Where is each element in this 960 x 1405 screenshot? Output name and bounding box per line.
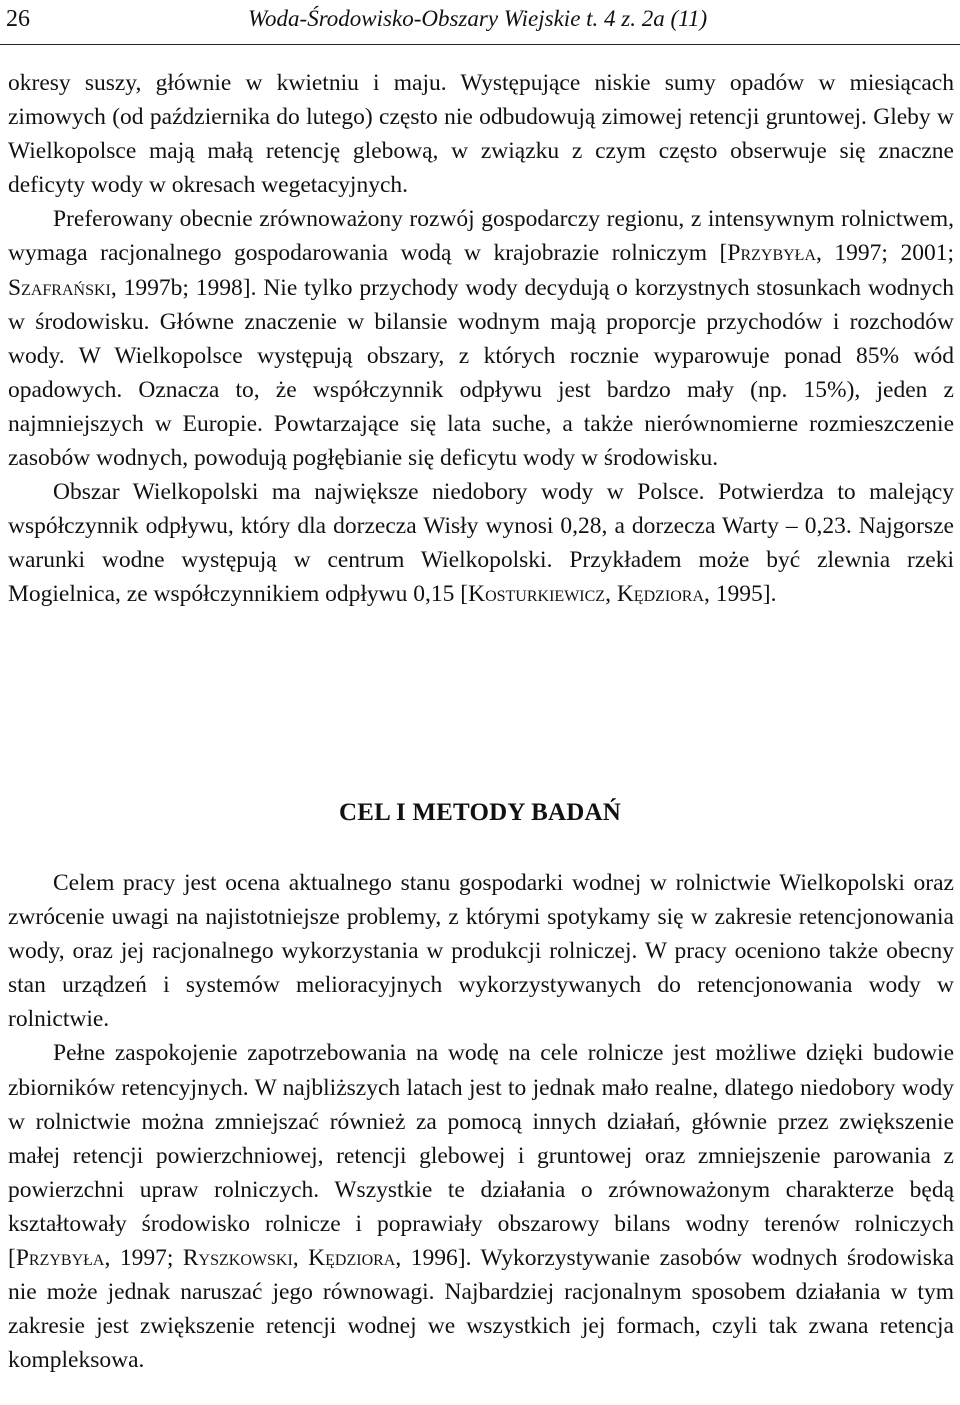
- citation-author: Ryszkowski: [182, 1245, 293, 1272]
- citation-author: Przybyła: [727, 240, 816, 267]
- paragraph-4: Celem pracy jest ocena aktualnego stanu gospodarki wodnej w rolnictwie Wielkopolski oraz zwrócenie uwagi na najistotniejsze problemy, z którymi spotykamy się w zakresie retencjonowania wody, oraz jej racjonalnego wykorzystania w produkcji rolniczej. W pracy oceniono także obecny stan urządzeń i systemów melioracyjnych wykorzystywanych do retencjonowania wody w rolnictwie.: [8, 870, 954, 1033]
- paragraph-3-text-a: Obszar Wielkopolski ma największe niedobory wody w Polsce. Potwierdza to malejący współczynnik odpływu, który dla dorzecza Wisły wynosi 0,28, a dorzecza Warty – 0,23. Najgorsze warunki wodne występują w centrum Wielkopolski. Przykładem może być zlewnia rzeki Mogielnica, ze współczynnikiem odpływu 0,15 [: [8, 479, 954, 608]
- citation-author: Kosturkiewicz: [468, 581, 606, 608]
- page-number: 26: [6, 6, 30, 32]
- citation-author: Szafrański: [8, 274, 111, 301]
- paragraph-5-text-c: ,: [292, 1245, 309, 1272]
- paragraph-3-text-c: , 1995].: [704, 581, 777, 608]
- running-title: Woda-Środowisko-Obszary Wiejskie t. 4 z. 2a (11): [248, 6, 708, 31]
- paragraph-5-text-a: Pełne zaspokojenie zapotrzebowania na wodę na cele rolnicze jest możliwe dzięki budowie zbiorników retencyjnych. W najbliższych latach jest to jednak mało realne, dlatego niedobory wody w rolnictwie można zmniejszać również za pomocą innych działań, głównie przez zwiększenie małej retencji powierzchniowej, retencji glebowej i gruntowej oraz zmniejszenie parowania z powierzchni upraw rolniczych. Wszystkie te działania o zrównoważonym charakterze będą kształtowały środowisko rolnicze i poprawiały obszarowy bilans wodny terenów rolniczych [: [8, 1040, 954, 1272]
- paragraph-2-text-c: , 1997b; 1998]. Nie tylko przychody wody decydują o korzystnych stosunkach wodnych w środowisku. Główne znaczenie w bilansie wodnym mają proporcje przychodów i rozchodów wody. W Wielkopolsce występują obszary, z których rocznie wyparowuje ponad 85% wód opadowych. Oznacza to, że współczynnik odpływu jest bardzo mały (np. 15%), jeden z najmniejszych w Europie. Powtarzające się lata suche, a także nierównomierne rozmieszczenie zasobów wodnych, powodują pogłębianie się deficytu wody w środowisku.: [8, 274, 954, 472]
- paragraph-1: okresy suszy, głównie w kwietniu i maju. Występujące niskie sumy opadów w miesiącach zimowych (od października do lutego) często nie odbudowują zimowej retencji gruntowej. Gleby w Wielkopolsce mają małą retencję glebową, w związku z czym często obserwuje się znaczne deficyty wody w okresach wegetacyjnych.: [8, 70, 954, 199]
- paragraph-5-text-d: , 1996]. Wykorzystywanie zasobów wodnych środowiska nie może jednak naruszać jego równowagi. Najbardziej racjonalnym sposobem działania w tym zakresie jest zwiększenie retencji wodnej we wszystkich jej formach, czyli tak zwana retencja kompleksowa.: [8, 1245, 955, 1374]
- header-divider: [0, 44, 960, 45]
- paragraph-5-text-b: , 1997;: [104, 1245, 183, 1272]
- paragraph-2-text-a: Preferowany obecnie zrównoważony rozwój gospodarczy regionu, z intensywnym rolnictwem, wymaga racjonalnego gospodarowania wodą w krajobrazie rolniczym [: [8, 206, 954, 267]
- page-header: [0, 0, 960, 46]
- section-heading: CEL I METODY BADAŃ: [338, 799, 622, 826]
- citation-author: Kędziora: [308, 1245, 396, 1272]
- paragraph-2-text-b: , 1997; 2001;: [816, 240, 954, 267]
- citation-author: Kędziora: [616, 581, 705, 608]
- body-section-1: [8, 66, 954, 612]
- paragraph-2: [8, 202, 954, 475]
- citation-author: Przybyła: [15, 1245, 105, 1272]
- body-section-2: [8, 866, 954, 1377]
- paragraph-3-text-b: ,: [605, 581, 617, 608]
- paragraph-5: [8, 1036, 954, 1377]
- paragraph-3: [8, 475, 954, 611]
